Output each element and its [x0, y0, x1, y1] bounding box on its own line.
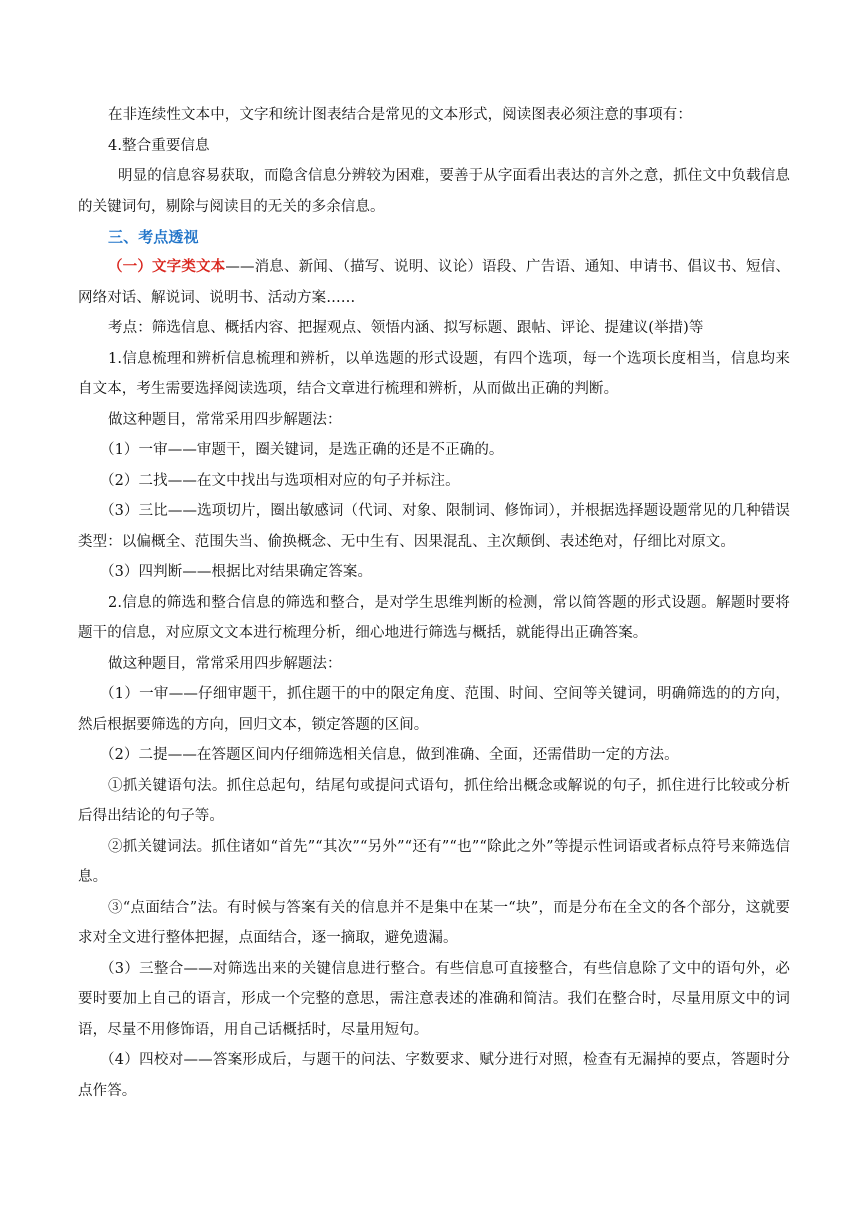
p2-method: 做这种题目，常常采用四步解题法： [108, 655, 342, 672]
kaodian-paragraph: 考点：筛选信息、概括内容、把握观点、领悟内涵、拟写标题、跟帖、评论、提建议(举措)等 [108, 320, 704, 336]
section-heading: 三、考点透视 [108, 228, 199, 246]
p1-step3: （3）三比——选项切片，圈出敏感词（代词、对象、限制词、修饰词），并根据选择题设题常见的几种错误类型：以偏概全、范围失当、偷换概念、无中生有、因果混乱、主次颠倒、表述绝对，仔细比对原文。 [78, 503, 790, 550]
sub1-text: ——消息、新闻、（描写、说明、议论）语段、广告语、通知、申请书、倡议书、短信、网络对话、解说词、说明书、活动方案…… [78, 259, 790, 306]
p2-step3: （3）三整合——对筛选出来的关键信息进行整合。有些信息可直接整合，有些信息除了文中的语句外，必要时要加上自己的语言，形成一个完整的意思，需注意表述的准确和简洁。我们在整合时，尽量用原文中的词语，尽量不用修饰语，用自己话概括时，尽量用短句。 [78, 960, 790, 1038]
item4-body: 明显的信息容易获取，而隐含信息分辨较为困难，要善于从字面看出表达的言外之意，抓住文中负载信息的关键词句，剔除与阅读目的无关的多余信息。 [78, 168, 790, 215]
p1-step2: （2）二找——在文中找出与选项相对应的句子并标注。 [100, 472, 460, 489]
p1-paragraph: 1.信息梳理和辨析信息梳理和辨析，以单选题的形式设题，有四个选项，每一个选项长度相当，信息均来自文本，考生需要选择阅读选项，结合文章进行梳理和辨析，从而做出正确的判断。 [78, 350, 790, 397]
p2-step2: （2）二提——在答题区间内仔细筛选相关信息，做到准确、全面，还需借助一定的方法。 [100, 747, 679, 763]
p2-method-3: ③“点面结合”法。有时候与答案有关的信息并不是集中在某一“块”，而是分布在全文的各个部分，这就要求对全文进行整体把握，点面结合，逐一摘取，避免遗漏。 [78, 899, 790, 946]
sub1-label: （一）文字类文本 [108, 258, 226, 275]
p2-method-2: ②抓关键词法。抓住诸如“首先”“其次”“另外”“还有”“也”“除此之外”等提示性词语或者标点符号来筛选信息。 [78, 838, 790, 885]
p2-step4: （4）四校对——答案形成后，与题干的问法、字数要求、赋分进行对照，检查有无漏掉的要点，答题时分点作答。 [78, 1052, 790, 1099]
intro-paragraph: 在非连续性文本中，文字和统计图表结合是常见的文本形式，阅读图表必须注意的事项有： [108, 107, 692, 123]
p1-step1: （1）一审——审题干，圈关键词，是选正确的还是不正确的。 [100, 442, 504, 458]
p2-step1: （1）一审——仔细审题干，抓住题干的中的限定角度、范围、时间、空间等关键词，明确筛选的的方向，然后根据要筛选的方向，回归文本，锁定答题的区间。 [78, 686, 790, 733]
document-content [78, 100, 790, 1106]
p2-paragraph: 2.信息的筛选和整合信息的筛选和整合，是对学生思维判断的检测，常以简答题的形式设题。解题时要将题干的信息，对应原文文本进行梳理分析，细心地进行筛选与概括，就能得出正确答案。 [78, 594, 790, 641]
item4-title: 4.整合重要信息 [108, 137, 210, 154]
p2-method-1: ①抓关键语句法。抓住总起句，结尾句或提问式语句，抓住给出概念或解说的句子，抓住进行比较或分析后得出结论的句子等。 [78, 777, 790, 824]
p1-method: 做这种题目，常常采用四步解题法： [108, 411, 342, 428]
p1-step4: （3）四判断——根据比对结果确定答案。 [100, 564, 373, 580]
sub1-paragraph [78, 252, 790, 313]
